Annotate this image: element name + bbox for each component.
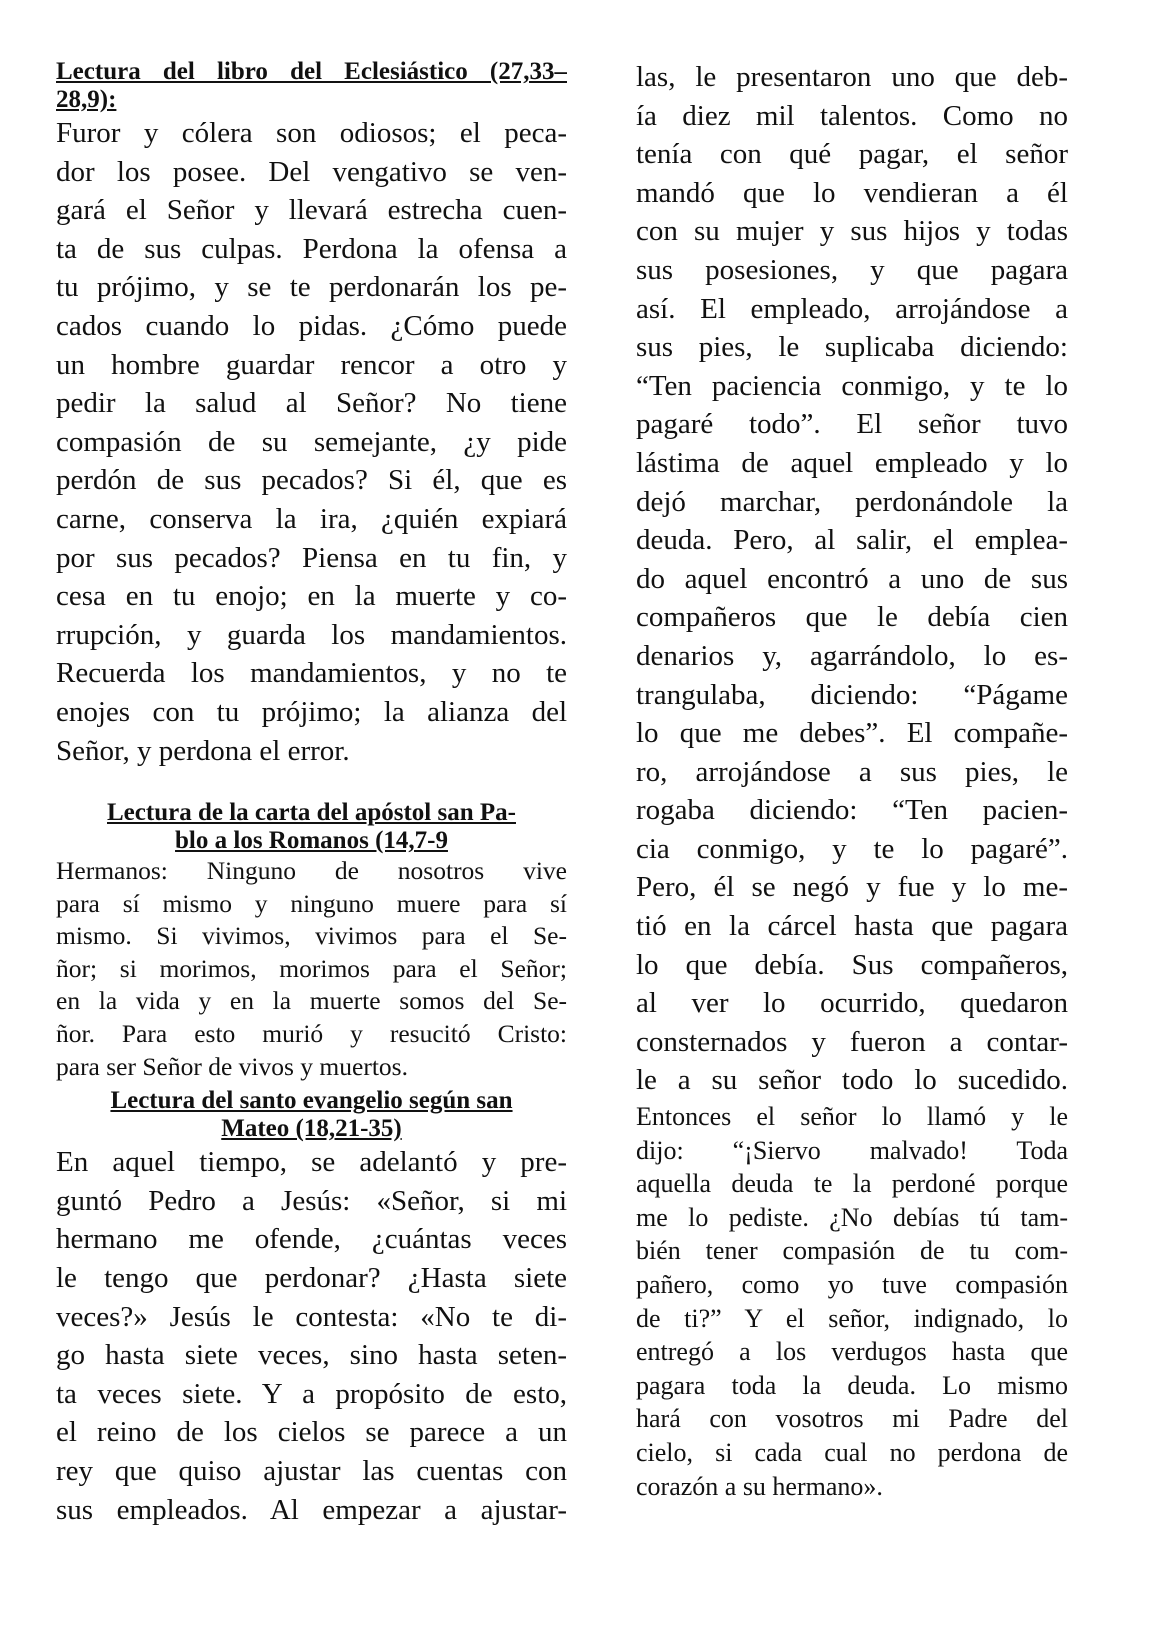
gospel-text <box>56 1143 567 1529</box>
text-line: Hermanos: Ninguno de nosotros vive <box>56 856 567 886</box>
text-line: ta de sus culpas. Perdona la ofensa a <box>56 232 567 265</box>
text-line: rogaba diciendo: “Ten pacien- <box>636 794 1068 827</box>
text-line: deuda. Pero, al salir, el emplea- <box>636 524 1068 557</box>
text-line: sus posesiones, y que pagara <box>636 253 1068 286</box>
text-line: cados cuando lo pidas. ¿Cómo puede <box>56 309 567 342</box>
text-line: perdón de sus pecados? Si él, que es <box>56 464 567 497</box>
text-line: Furor y cólera son odiosos; el peca- <box>56 117 567 149</box>
text-line: “Ten paciencia conmigo, y te lo <box>636 369 1068 402</box>
gospel-continuation-a <box>636 58 1068 1100</box>
text-line: do aquel encontró a uno de sus <box>636 562 1068 595</box>
text-line: dejó marchar, perdonándole la <box>636 485 1068 518</box>
text-line: sus empleados. Al empezar a ajustar- <box>56 1493 567 1526</box>
text-line: gará el Señor y llevará estrecha cuen- <box>56 194 567 227</box>
left-column <box>56 58 567 1529</box>
heading-line: 28,9): <box>56 86 117 113</box>
text-line: entregó a los verdugos hasta que <box>636 1337 1068 1367</box>
text-line: pañero, como yo tuve compasión <box>636 1270 1068 1299</box>
text-line: veces?» Jesús le contesta: «No te di- <box>56 1300 567 1333</box>
text-line: pedir la salud al Señor? No tiene <box>56 387 567 420</box>
text-line: Pero, él se negó y fue y lo me- <box>636 871 1068 904</box>
text-line: Señor, y perdona el error. <box>56 734 350 767</box>
text-line: hermano me ofende, ¿cuántas veces <box>56 1223 567 1256</box>
text-line: carne, conserva la ira, ¿quién expiará <box>56 502 567 535</box>
gospel-continuation-b <box>636 1100 1068 1503</box>
text-line: guntó Pedro a Jesús: «Señor, si mi <box>56 1184 567 1217</box>
text-line: por sus pecados? Piensa en tu fin, y <box>56 541 567 574</box>
text-line: al ver lo ocurrido, quedaron <box>636 987 1068 1020</box>
text-line: compañeros que le debía cien <box>636 601 1068 634</box>
reading2-text <box>56 855 567 1083</box>
text-line: trangulaba, diciendo: “Págame <box>636 678 1068 711</box>
text-line: para sí mismo y ninguno muere para sí <box>56 888 567 918</box>
text-line: ta veces siete. Y a propósito de esto, <box>56 1377 567 1410</box>
text-line: ñor. Para esto murió y resucitó Cristo: <box>56 1019 567 1049</box>
text-line: lo que debía. Sus compañeros, <box>636 948 1068 981</box>
text-line: pagaré todo”. El señor tuvo <box>636 408 1068 441</box>
heading-line: blo a los Romanos (14,7-9 <box>175 827 448 855</box>
text-line: para ser Señor de vivos y muertos. <box>56 1051 408 1081</box>
text-line: lástima de aquel empleado y lo <box>636 446 1068 479</box>
text-line: dijo: “¡Siervo malvado! Toda <box>636 1135 1068 1165</box>
text-line: en la vida y en la muerte somos del Se- <box>56 986 567 1016</box>
text-line: cia conmigo, y te lo pagaré”. <box>636 832 1068 865</box>
text-line: ñor; si morimos, morimos para el Señor; <box>56 953 567 983</box>
text-line: cielo, si cada cual no perdona de <box>636 1437 1068 1467</box>
text-line: bién tener compasión de tu com- <box>636 1236 1068 1266</box>
text-line: así. El empleado, arrojándose a <box>636 292 1068 325</box>
reading2-heading <box>56 799 567 855</box>
text-line: compasión de su semejante, ¿y pide <box>56 425 567 458</box>
text-line: lo que me debes”. El compañe- <box>636 717 1068 750</box>
text-line: mismo. Si vivimos, vivimos para el Se- <box>56 921 567 951</box>
text-line: mandó que lo vendieran a él <box>636 176 1068 209</box>
text-line: En aquel tiempo, se adelantó y pre- <box>56 1146 567 1179</box>
text-line: ro, arrojándose a sus pies, le <box>636 755 1068 788</box>
text-line: ía diez mil talentos. Como no <box>636 99 1068 132</box>
text-line: corazón a su hermano». <box>636 1471 883 1501</box>
text-line: rey que quiso ajustar las cuentas con <box>56 1455 567 1487</box>
gospel-heading <box>56 1087 567 1143</box>
text-line: le tengo que perdonar? ¿Hasta siete <box>56 1262 567 1295</box>
text-line: las, le presentaron uno que deb- <box>636 61 1068 93</box>
text-line: me lo pediste. ¿No debías tú tam- <box>636 1202 1068 1232</box>
reading1-heading <box>56 58 567 114</box>
right-column <box>636 58 1068 1503</box>
text-line: consternados y fueron a contar- <box>636 1025 1068 1058</box>
heading-line: Lectura del santo evangelio según san <box>110 1087 513 1115</box>
text-line: dor los posee. Del vengativo se ven- <box>56 155 567 188</box>
text-line: tu prójimo, y se te perdonarán los pe- <box>56 271 567 304</box>
text-line: go hasta siete veces, sino hasta seten- <box>56 1339 567 1372</box>
text-line: sus pies, le suplicaba diciendo: <box>636 331 1068 364</box>
text-line: pagara toda la deuda. Lo mismo <box>636 1370 1068 1400</box>
text-line: el reino de los cielos se parece a un <box>56 1416 567 1449</box>
text-line: tió en la cárcel hasta que pagara <box>636 910 1068 943</box>
heading-line: Lectura de la carta del apóstol san Pa- <box>107 799 516 827</box>
reading1-text <box>56 114 567 770</box>
text-line: cesa en tu enojo; en la muerte y co- <box>56 580 567 613</box>
text-line: hará con vosotros mi Padre del <box>636 1404 1068 1434</box>
text-line: de ti?” Y el señor, indignado, lo <box>636 1303 1068 1333</box>
text-line: Recuerda los mandamientos, y no te <box>56 657 567 690</box>
text-line: denarios y, agarrándolo, lo es- <box>636 639 1068 672</box>
text-line: un hombre guardar rencor a otro y <box>56 348 567 381</box>
text-line: rrupción, y guarda los mandamientos. <box>56 618 567 651</box>
text-line: le a su señor todo lo sucedido. <box>636 1064 1068 1097</box>
text-line: aquella deuda te la perdoné porque <box>636 1169 1068 1199</box>
heading-line: Lectura del libro del Eclesiástico (27,33– <box>56 58 567 85</box>
text-line: enojes con tu prójimo; la alianza del <box>56 695 567 728</box>
text-line: Entonces el señor lo llamó y le <box>636 1102 1068 1132</box>
text-line: tenía con qué pagar, el señor <box>636 138 1068 171</box>
text-line: con su mujer y sus hijos y todas <box>636 215 1068 248</box>
heading-line: Mateo (18,21-35) <box>221 1115 402 1143</box>
